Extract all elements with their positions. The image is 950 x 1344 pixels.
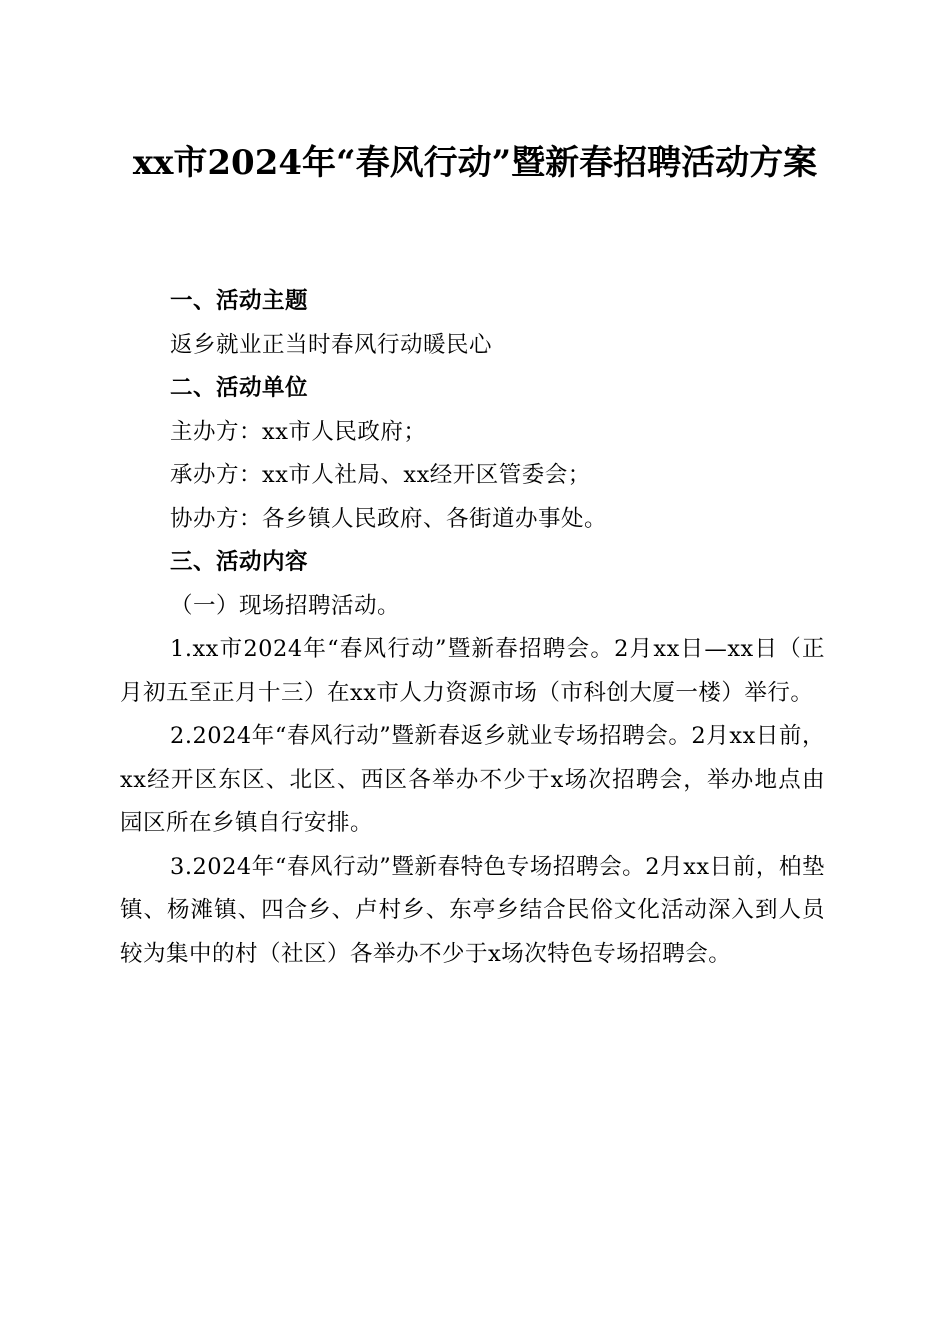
section-heading-content: 三、活动内容 [170, 549, 309, 575]
section-paragraph: 返乡就业正当时春风行动暖民心 [170, 331, 493, 358]
section-paragraph: 主办方：xx市人民政府； [170, 418, 427, 445]
section-paragraph: 1.xx市2024年“春风行动”暨新春招聘会。2月xx日—xx日（正月初五至正月十三）在xx市人力资源市场（市科创大厦一楼）举行。 [120, 636, 825, 706]
document-body [120, 280, 825, 976]
section-heading-units: 二、活动单位 [170, 375, 309, 401]
section-paragraph: 2.2024年“春风行动”暨新春返乡就业专场招聘会。2月xx日前，xx经开区东区、北区、西区各举办不少于x场次招聘会，举办地点由园区所在乡镇自行安排。 [120, 723, 825, 836]
section-paragraph: 协办方：各乡镇人民政府、各街道办事处。 [170, 505, 608, 532]
section-paragraph: 承办方：xx市人社局、xx经开区管委会； [170, 462, 591, 488]
section-subheading: （一）现场招聘活动。 [170, 592, 401, 619]
section-heading-theme: 一、活动主题 [170, 288, 309, 314]
section-paragraph: 3.2024年“春风行动”暨新春特色专场招聘会。2月xx日前，柏垫镇、杨滩镇、四合乡、卢村乡、东亭乡结合民俗文化活动深入到人员较为集中的村（社区）各举办不少于x场次特色专场招聘会。 [120, 853, 825, 967]
document-title: xx市2024年“春风行动”暨新春招聘活动方案 [132, 143, 818, 183]
